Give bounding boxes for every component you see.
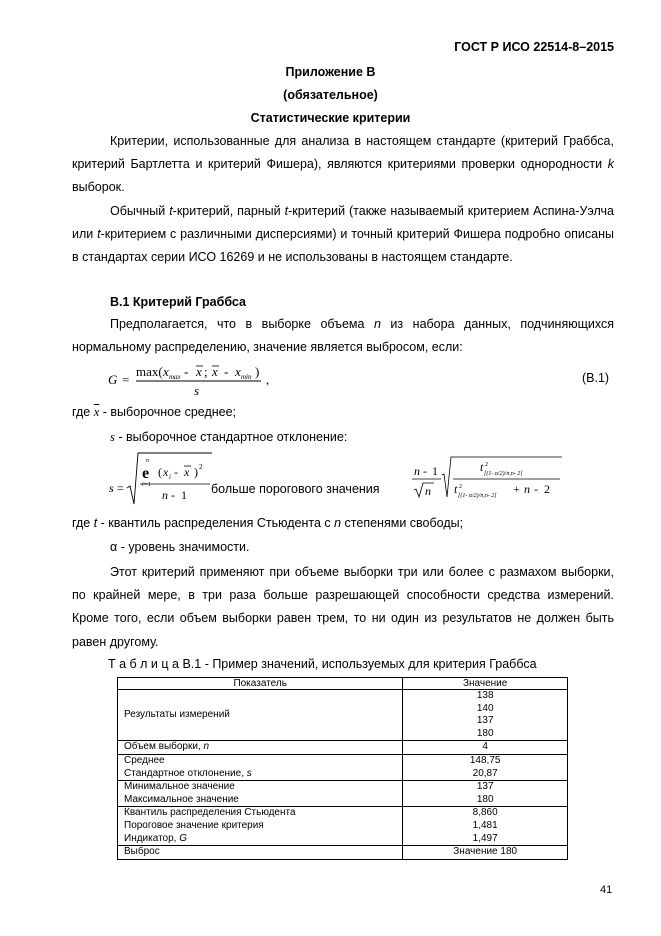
svg-text:t: t [454, 482, 458, 496]
svg-text:-: - [184, 364, 189, 379]
svg-text:n: n [162, 488, 168, 502]
svg-text:,: , [266, 372, 270, 387]
indicator-value: 1,497 [403, 833, 568, 846]
text: -критерием с различными дисперсиями) и точный критерий Фишера подробно описаны в стандартах серии ИСО 16269 и не использованы в настоящем стандарте. [72, 227, 615, 265]
text: Объем выборки, [124, 741, 204, 753]
svg-text:2: 2 [485, 462, 488, 468]
table-caption [108, 657, 537, 671]
min-value: 137 [403, 781, 568, 794]
svg-text:2: 2 [199, 463, 203, 471]
formula-threshold [408, 455, 568, 507]
svg-text:max(: max( [136, 364, 163, 379]
threshold-text: больше порогового значения [211, 482, 380, 496]
text: Предполагается, что в выборке объема [110, 317, 374, 331]
table-row [118, 833, 568, 846]
var-n: n [334, 516, 342, 530]
svg-text:;: ; [204, 364, 208, 379]
mean-label: Среднее [118, 754, 403, 767]
mean-symbol: $\overline{x}$ [93, 405, 100, 419]
svg-text:-: - [224, 364, 229, 379]
svg-text:n: n [414, 464, 420, 478]
table-row [118, 741, 568, 755]
table-row [118, 754, 568, 767]
text: - выборочное среднее; [99, 405, 237, 419]
table-header-row [118, 678, 568, 690]
appendix-status: (обязательное) [283, 88, 378, 102]
where-mean-line [72, 405, 236, 420]
svg-text:x: x [184, 465, 190, 479]
svg-text:n: n [146, 458, 149, 464]
sd-value: 20,87 [403, 768, 568, 781]
sd-label [118, 768, 403, 781]
mean-value: 148,75 [403, 754, 568, 767]
text: Стандартное отклонение, [124, 767, 247, 779]
svg-text:(: ( [158, 465, 162, 479]
svg-text:2: 2 [544, 482, 550, 496]
formula-sd [106, 450, 216, 510]
svg-text:n: n [524, 482, 530, 496]
svg-text:1: 1 [181, 488, 187, 502]
max-value: 180 [403, 794, 568, 807]
svg-text:-: - [174, 465, 178, 479]
table-row [118, 690, 568, 703]
size-label [118, 741, 403, 755]
svg-text:e: e [142, 465, 150, 482]
grubbs-example-table [117, 677, 568, 860]
alpha-line: α - уровень значимости. [110, 540, 250, 554]
header-value: Значение [403, 678, 568, 690]
svg-text:G: G [108, 372, 118, 387]
caption-prefix: Т а б л и ц а [108, 657, 179, 671]
svg-text:x: x [196, 364, 202, 379]
svg-text:n: n [425, 484, 431, 498]
result-value: 180 [403, 728, 568, 741]
table-row [118, 781, 568, 794]
svg-text:x: x [212, 364, 218, 379]
text: выборок. [72, 180, 125, 195]
paragraph-application: Этот критерий применяют при объеме выборки три или более с размахом выборки, по крайней мере, в три раза больше разрешающей способности средства измерений. Кроме того, если объем выборки равен трем, то ни один из результатов не должен быть равен другому. [72, 565, 614, 649]
svg-text:=: = [122, 372, 130, 387]
svg-text:x: x [235, 364, 241, 379]
var-s: s [246, 767, 252, 779]
text: Обычный [110, 204, 170, 218]
outlier-value: Значение 180 [403, 846, 568, 860]
max-label: Максимальное значение [118, 794, 403, 807]
svg-text:i=1: i=1 [142, 482, 151, 488]
formula-grubbs [100, 360, 300, 400]
text: где [72, 405, 91, 419]
svg-text:): ) [194, 465, 198, 479]
page-number: 41 [600, 884, 613, 896]
svg-text:min: min [241, 373, 252, 381]
svg-text:[(1- α/2)/n,n- 2]: [(1- α/2)/n,n- 2] [458, 493, 497, 499]
svg-text:s: s [194, 383, 200, 398]
result-value: 138 [403, 690, 568, 703]
table-row [118, 846, 568, 860]
quantile-value: 8,860 [403, 807, 568, 820]
svg-text:x: x [163, 465, 169, 479]
indicator-label [118, 833, 403, 846]
paragraph-grubbs [72, 313, 614, 359]
table-row [118, 768, 568, 781]
sd-symbol: s [110, 430, 115, 444]
svg-text:t: t [480, 460, 484, 474]
min-label: Минимальное значение [118, 781, 403, 794]
threshold-value: 1,481 [403, 820, 568, 833]
text: -критерий, парный [172, 204, 285, 218]
caption-text: В.1 - Пример значений, используемых для критерия Граббса [178, 657, 537, 671]
formula-number: (В.1) [582, 371, 610, 385]
result-value: 140 [403, 703, 568, 716]
var-t: t [97, 227, 101, 242]
var-t: t [93, 516, 98, 530]
svg-text:max: max [169, 373, 181, 381]
svg-text:1: 1 [432, 464, 438, 478]
paragraph-ttest [72, 200, 614, 270]
appendix-title: Приложение В [285, 65, 376, 79]
text: где [72, 516, 94, 530]
text: степенями свободы; [341, 516, 464, 530]
appendix-subtitle: Статистические критерии [250, 111, 411, 125]
var-n: n [373, 317, 381, 331]
svg-text:x: x [163, 364, 169, 379]
svg-text:-: - [423, 464, 427, 478]
outlier-label: Выброс [118, 846, 403, 860]
text: Индикатор, [124, 832, 180, 844]
var-n: n [203, 741, 210, 753]
svg-text:+: + [513, 482, 520, 496]
result-value: 137 [403, 715, 568, 728]
svg-text:s: s [109, 481, 114, 495]
svg-text:=: = [117, 481, 124, 495]
threshold-label: Пороговое значение критерия [118, 820, 403, 833]
svg-text:i: i [169, 473, 171, 481]
paragraph-criteria [72, 130, 614, 200]
svg-text:-: - [534, 482, 538, 496]
size-value: 4 [403, 741, 568, 755]
table-row [118, 820, 568, 833]
text: -критерий (также называемый критерием Аспина-Уэлча или [72, 204, 614, 242]
section-heading: В.1 Критерий Граббса [110, 295, 246, 309]
svg-text:2: 2 [459, 484, 462, 490]
text: Критерии, использованные для анализа в настоящем стандарте (критерий Граббса, критерий Бартлетта и критерий Фишера), являются критериями проверки однородности [72, 134, 614, 172]
svg-text:): ) [255, 364, 260, 379]
var-k: k [607, 157, 614, 172]
var-t: t [169, 204, 173, 218]
document-header: ГОСТ Р ИСО 22514-8–2015 [454, 40, 614, 54]
svg-text:[(1- α/2)/n,n- 2]: [(1- α/2)/n,n- 2] [484, 471, 523, 477]
where-t-line [72, 516, 463, 530]
text: - квантиль распределения Стьюдента с [97, 516, 335, 530]
results-label: Результаты измерений [118, 690, 403, 741]
table-row [118, 807, 568, 820]
where-sd-line [110, 430, 347, 445]
text: из набора данных, подчиняющихся нормальному распределению, значение является выбросом, если: [72, 317, 614, 355]
header-indicator: Показатель [118, 678, 403, 690]
table-row [118, 794, 568, 807]
var-t: t [284, 204, 289, 218]
quantile-label: Квантиль распределения Стьюдента [118, 807, 403, 820]
var-g: G [179, 832, 187, 844]
svg-text:-: - [171, 488, 175, 502]
text: - выборочное стандартное отклонение: [114, 430, 348, 444]
